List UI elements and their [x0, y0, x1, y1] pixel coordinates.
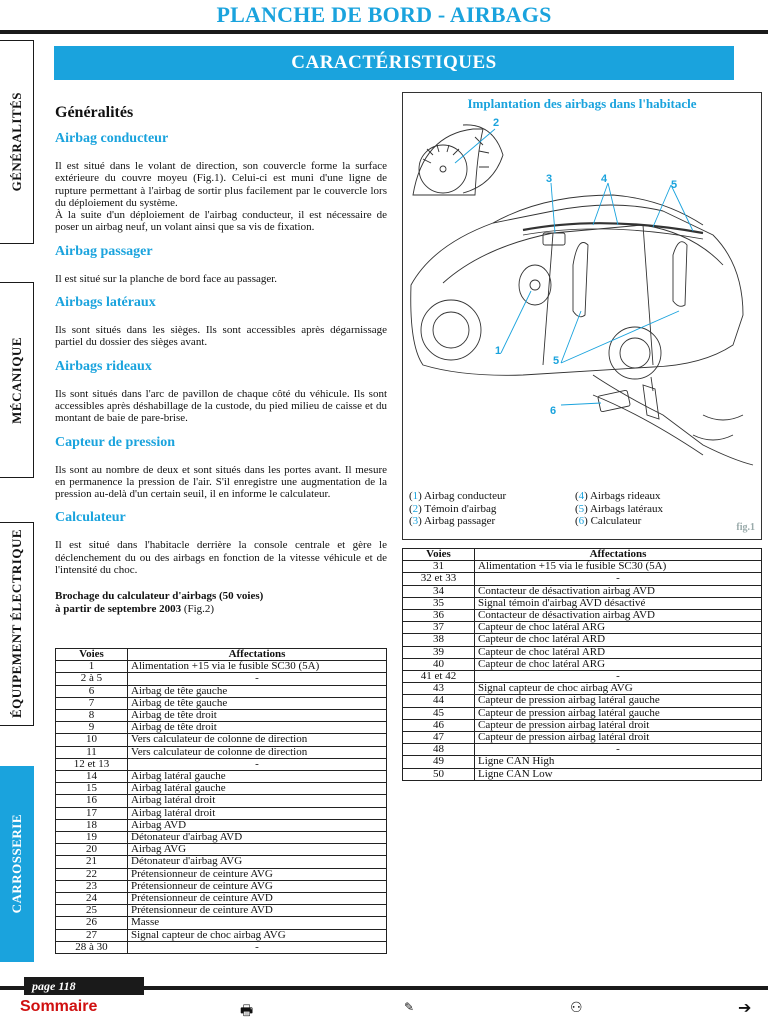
- legend-item: (1) Airbag conducteur: [409, 490, 507, 502]
- pin-function: Airbag de tête gauche: [128, 685, 387, 697]
- pin-function: Détonateur d'airbag AVD: [128, 832, 387, 844]
- header-affectations: Affectations: [475, 549, 762, 561]
- pin-function: Airbag de tête droit: [128, 710, 387, 722]
- table-row: [403, 768, 762, 780]
- figure-airbag-layout: [402, 92, 762, 540]
- header-voies: Voies: [403, 549, 475, 561]
- callout-1: 1: [495, 345, 502, 357]
- table-row: [403, 622, 762, 634]
- legend-left: [409, 490, 579, 528]
- pin-number: 32 et 33: [403, 573, 475, 585]
- pin-number: 46: [403, 719, 475, 731]
- pin-function: Capteur de pression airbag latéral droit: [475, 719, 762, 731]
- tab-label: MÉCANIQUE: [8, 336, 24, 424]
- table-row: [56, 905, 387, 917]
- pin-function: Capteur de choc latéral ARD: [475, 646, 762, 658]
- pin-function: Masse: [128, 917, 387, 929]
- pin-function: Contacteur de désactivation airbag AVD: [475, 610, 762, 622]
- pin-number: 45: [403, 707, 475, 719]
- pin-number: 2 à 5: [56, 673, 128, 685]
- callout-5-top: 5: [671, 179, 678, 191]
- table-row: [403, 683, 762, 695]
- table-row: [403, 646, 762, 658]
- pin-number: 10: [56, 734, 128, 746]
- header-voies: Voies: [56, 649, 128, 661]
- table-row: [56, 710, 387, 722]
- table-row: [403, 671, 762, 683]
- section-title: Airbag passager: [55, 243, 153, 259]
- pin-function: Capteur de pression airbag latéral droit: [475, 732, 762, 744]
- pin-number: 21: [56, 856, 128, 868]
- table-row: [56, 807, 387, 819]
- pin-number: 17: [56, 807, 128, 819]
- pin-function: Prétensionneur de ceinture AVG: [128, 880, 387, 892]
- callout-3: 3: [546, 173, 553, 185]
- pin-function: -: [128, 758, 387, 770]
- section-title: Calculateur: [55, 510, 126, 526]
- figure-title: Implantation des airbags dans l'habitacle: [467, 96, 697, 111]
- section-title: Airbag conducteur: [55, 131, 169, 146]
- pin-number: 12 et 13: [56, 758, 128, 770]
- tab-label: ÉQUIPEMENT ÉLECTRIQUE: [8, 529, 24, 719]
- pin-number: 1: [56, 661, 128, 673]
- table-row: [403, 610, 762, 622]
- brochage-title: [55, 590, 387, 616]
- pin-number: 8: [56, 710, 128, 722]
- pin-function: Airbag latéral droit: [128, 807, 387, 819]
- section-text: Ils sont situés dans l'arc de pavillon de chaque côté du véhicule. Ils sont accessibles après déshabillage de la custode, du pied milieu de caisse et du montant de baie de pare-brise.: [55, 387, 387, 425]
- print-icon[interactable]: 🖶: [240, 1004, 254, 1019]
- table-header-row: [403, 549, 762, 561]
- callout-4: 4: [601, 173, 608, 185]
- table-row: [403, 658, 762, 670]
- section-title: Capteur de pression: [55, 434, 176, 450]
- table-row: [56, 941, 387, 953]
- airbag-ecu: [598, 390, 631, 412]
- pin-function: Alimentation +15 via le fusible SC30 (5A): [128, 661, 387, 673]
- heading-generalites: Généralités: [55, 104, 134, 121]
- next-arrow-icon[interactable]: ➔: [738, 1000, 752, 1017]
- table-row: [56, 844, 387, 856]
- pin-number: 44: [403, 695, 475, 707]
- pin-number: 6: [56, 685, 128, 697]
- legend-right: [575, 490, 735, 528]
- table-header-row: [56, 649, 387, 661]
- pin-number: 36: [403, 610, 475, 622]
- table-row: [56, 734, 387, 746]
- section-text: Il est situé sur la planche de bord face au passager.: [55, 272, 278, 285]
- table-row: [403, 707, 762, 719]
- callout-2: 2: [493, 117, 500, 129]
- left-column: [55, 98, 387, 616]
- fig-ref: (Fig.2): [183, 603, 215, 616]
- pin-function: Airbag AVD: [128, 819, 387, 831]
- pin-function: Airbag latéral droit: [128, 795, 387, 807]
- pin-table-left: [55, 648, 387, 954]
- pin-number: 28 à 30: [56, 941, 128, 953]
- pin-function: Airbag de tête gauche: [128, 697, 387, 709]
- pin-number: 25: [56, 905, 128, 917]
- pin-table-right: [402, 548, 762, 781]
- front-wheel: [421, 300, 481, 360]
- tab-label: GÉNÉRALITÉS: [8, 92, 24, 192]
- tab-generalites[interactable]: [0, 40, 34, 244]
- pin-function: Signal capteur de choc airbag AVG: [128, 929, 387, 941]
- table-row: [403, 585, 762, 597]
- pin-number: 27: [56, 929, 128, 941]
- table-row: [56, 673, 387, 685]
- pin-number: 34: [403, 585, 475, 597]
- pin-function: -: [128, 673, 387, 685]
- table-row: [56, 893, 387, 905]
- car-illustration: [403, 115, 761, 485]
- table-row: [56, 746, 387, 758]
- rear-seat: [673, 242, 687, 307]
- table-row: [56, 795, 387, 807]
- pin-number: 11: [56, 746, 128, 758]
- tab-carrosserie[interactable]: [0, 766, 34, 962]
- pin-function: Capteur de pression airbag latéral gauche: [475, 695, 762, 707]
- legend-item: (2) Témoin d'airbag: [409, 502, 497, 515]
- edit-icon[interactable]: ✎: [404, 1000, 415, 1014]
- table-row: [403, 719, 762, 731]
- table-row: [56, 819, 387, 831]
- pin-function: Alimentation +15 via le fusible SC30 (5A): [475, 561, 762, 573]
- section-title: Airbags rideaux: [55, 358, 152, 374]
- tab-label: CARROSSERIE: [8, 814, 24, 914]
- pin-number: 15: [56, 783, 128, 795]
- pin-number: 20: [56, 844, 128, 856]
- table-row: [403, 695, 762, 707]
- table-row: [403, 634, 762, 646]
- table-row: [403, 573, 762, 585]
- table-row: [56, 880, 387, 892]
- pin-number: 18: [56, 819, 128, 831]
- tab-mecanique[interactable]: [0, 282, 34, 478]
- section-text: Ils sont au nombre de deux et sont situés dans les portes avant. Il mesure en permanence la pression de l'air. S'il enregistre une augmentation de la pression au-delà d'un certain seuil, il en informe le calculateur.: [55, 463, 387, 501]
- pin-number: 9: [56, 722, 128, 734]
- table-row: [56, 661, 387, 673]
- pin-number: 35: [403, 597, 475, 609]
- section-text: Il est situé dans le volant de direction, son couvercle forme la surface extérieure du couvre moyeu (Fig.1). Celui-ci est muni d'une ligne de rupture permettant à l'airbag de sortir plus facilement par le couvercle lors du déploiement du système. À la suite d'un déploiement de l'airbag conducteur, il est nécessaire de poser un airbag neuf, un volant ainsi que sa vis de fixation.: [55, 160, 387, 234]
- pin-function: Contacteur de désactivation airbag AVD: [475, 585, 762, 597]
- callout-5-bottom: 5: [553, 355, 560, 367]
- table-row: [403, 561, 762, 573]
- section-text: Il est situé dans l'habitacle derrière la console centrale et gère le déclenchement du ou des airbags en fonction de la vitesse véhicule et de l'intensité du choc.: [55, 539, 387, 577]
- header-affectations: Affectations: [128, 649, 387, 661]
- table-row: [403, 732, 762, 744]
- pin-number: 37: [403, 622, 475, 634]
- pin-function: -: [475, 744, 762, 756]
- pin-number: 38: [403, 634, 475, 646]
- table-row: [403, 756, 762, 768]
- table-row: [56, 868, 387, 880]
- pin-function: Vers calculateur de colonne de direction: [128, 734, 387, 746]
- title-rule: [0, 30, 768, 34]
- legend-item: (4) Airbags rideaux: [575, 490, 661, 502]
- instrument-cluster: [413, 129, 483, 195]
- pin-function: Capteur de choc latéral ARG: [475, 658, 762, 670]
- pin-number: 31: [403, 561, 475, 573]
- pin-function: Capteur de choc latéral ARG: [475, 622, 762, 634]
- pin-function: Détonateur d'airbag AVG: [128, 856, 387, 868]
- pin-function: Prétensionneur de ceinture AVG: [128, 868, 387, 880]
- pin-function: Ligne CAN Low: [475, 768, 762, 780]
- tab-equipement-electrique[interactable]: [0, 522, 34, 726]
- legend-item: (3) Airbag passager: [409, 515, 496, 527]
- table-row: [56, 758, 387, 770]
- rear-wheel: [609, 327, 661, 379]
- sommaire-link[interactable]: Sommaire: [20, 998, 98, 1015]
- pin-function: Ligne CAN High: [475, 756, 762, 768]
- table-row: [56, 722, 387, 734]
- legend-item: (6) Calculateur: [575, 515, 642, 527]
- binoculars-icon[interactable]: ⚇: [570, 1001, 583, 1016]
- callout-6: 6: [550, 405, 557, 417]
- pin-function: Airbag latéral gauche: [128, 771, 387, 783]
- pin-function: Signal capteur de choc airbag AVG: [475, 683, 762, 695]
- table-row: [403, 744, 762, 756]
- figure-label: fig.1: [736, 522, 755, 533]
- section-title: Airbags latéraux: [55, 295, 156, 311]
- section-banner: CARACTÉRISTIQUES: [54, 46, 734, 80]
- pin-function: Airbag AVG: [128, 844, 387, 856]
- speedometer: [419, 145, 467, 193]
- pin-number: 48: [403, 744, 475, 756]
- pin-function: Airbag latéral gauche: [128, 783, 387, 795]
- pin-number: 43: [403, 683, 475, 695]
- table-row: [56, 856, 387, 868]
- brochage-title-line2: à partir de septembre 2003: [55, 603, 182, 616]
- table-row: [403, 597, 762, 609]
- table-row: [56, 783, 387, 795]
- table-row: [56, 832, 387, 844]
- pin-function: Capteur de choc latéral ARD: [475, 634, 762, 646]
- pin-number: 26: [56, 917, 128, 929]
- page-number: page 118: [24, 977, 144, 995]
- pin-number: 40: [403, 658, 475, 670]
- pin-number: 23: [56, 880, 128, 892]
- legend-item: (5) Airbags latéraux: [575, 502, 663, 515]
- page-title: PLANCHE DE BORD - AIRBAGS: [216, 2, 552, 27]
- steering-wheel: [519, 265, 551, 305]
- table-row: [56, 929, 387, 941]
- pin-function: -: [475, 573, 762, 585]
- pin-number: 47: [403, 732, 475, 744]
- pin-number: 50: [403, 768, 475, 780]
- pin-number: 39: [403, 646, 475, 658]
- pin-number: 16: [56, 795, 128, 807]
- pin-function: Vers calculateur de colonne de direction: [128, 746, 387, 758]
- pin-function: Capteur de pression airbag latéral gauche: [475, 707, 762, 719]
- table-row: [56, 685, 387, 697]
- section-text: Ils sont situés dans les sièges. Ils sont accessibles après dégarnissage partiel du dossier des sièges avant.: [55, 324, 387, 349]
- front-seat: [573, 243, 588, 317]
- pin-number: 7: [56, 697, 128, 709]
- rev-gauge: [463, 125, 503, 193]
- table-row: [56, 917, 387, 929]
- pin-function: -: [475, 671, 762, 683]
- brochage-title-line1: Brochage du calculateur d'airbags (50 voies): [55, 590, 264, 603]
- pin-number: 19: [56, 832, 128, 844]
- pin-function: -: [128, 941, 387, 953]
- pin-number: 14: [56, 771, 128, 783]
- pin-number: 41 et 42: [403, 671, 475, 683]
- pin-number: 49: [403, 756, 475, 768]
- pin-number: 22: [56, 868, 128, 880]
- pin-function: Airbag de tête droit: [128, 722, 387, 734]
- table-row: [56, 697, 387, 709]
- pin-function: Prétensionneur de ceinture AVD: [128, 905, 387, 917]
- pin-function: Prétensionneur de ceinture AVD: [128, 893, 387, 905]
- table-row: [56, 771, 387, 783]
- pin-function: Signal témoin d'airbag AVD désactivé: [475, 597, 762, 609]
- pin-number: 24: [56, 893, 128, 905]
